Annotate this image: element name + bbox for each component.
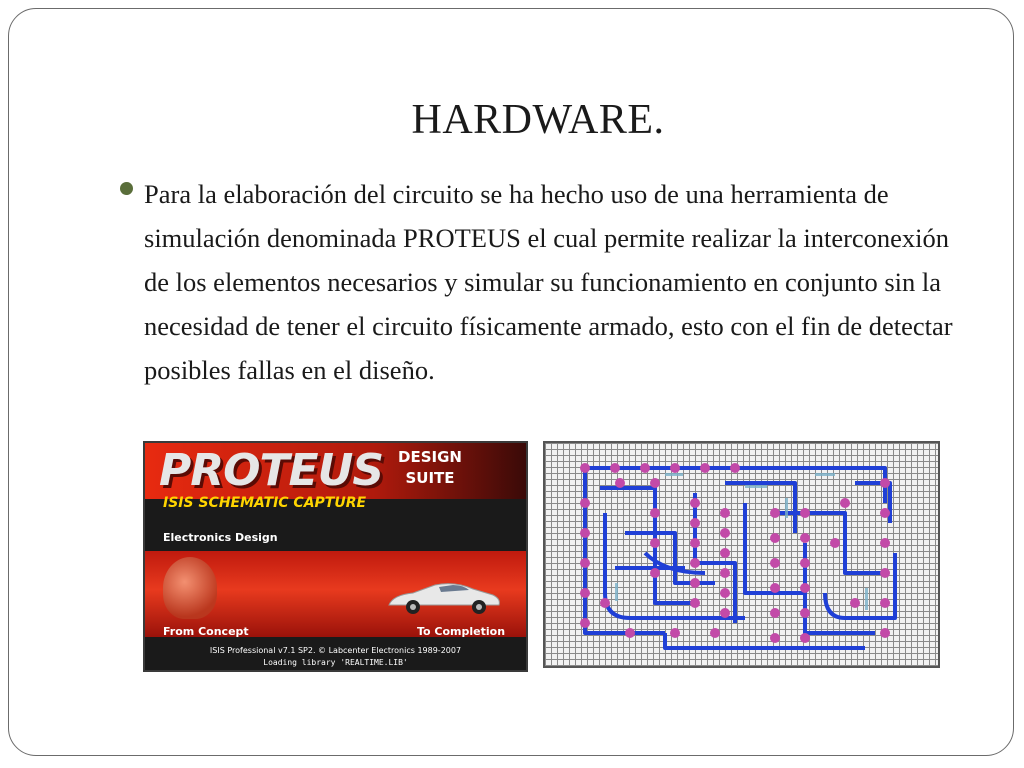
pcb-traces — [545, 443, 938, 666]
slide-title: HARDWARE. — [411, 97, 665, 143]
design-suite-label — [385, 447, 475, 489]
proteus-logo: PROTEUS — [159, 445, 384, 496]
car-icon — [383, 577, 503, 617]
splash-tagline: Electronics Design — [163, 531, 278, 544]
suite-line-1: DESIGN — [398, 448, 462, 466]
bullet-text: Para la elaboración del circuito se ha hecho uso de una herramienta de simulación denominada PROTEUS el cual permite realizar la interconexión de los elementos necesarios y simular su funcionamiento en conjunto sin la necesidad de tener el circuito físicamente armado, esto con el fin de detectar posibles fallas en el diseño. — [144, 179, 953, 385]
head-silhouette-icon — [163, 557, 217, 619]
loading-text: Loading library 'REALTIME.LIB' — [263, 658, 408, 667]
bullet-icon — [120, 182, 133, 195]
version-text: ISIS Professional v7.1 SP2. © Labcenter Electronics 1989-2007 — [209, 646, 462, 655]
bullet-item — [120, 172, 960, 392]
suite-line-2: SUITE — [405, 469, 455, 487]
from-concept-label: From Concept — [163, 625, 249, 638]
to-completion-label: To Completion — [417, 625, 506, 638]
pcb-layout-image — [543, 441, 940, 668]
proteus-splash-image — [143, 441, 528, 672]
splash-subtitle: ISIS SCHEMATIC CAPTURE — [163, 495, 367, 511]
